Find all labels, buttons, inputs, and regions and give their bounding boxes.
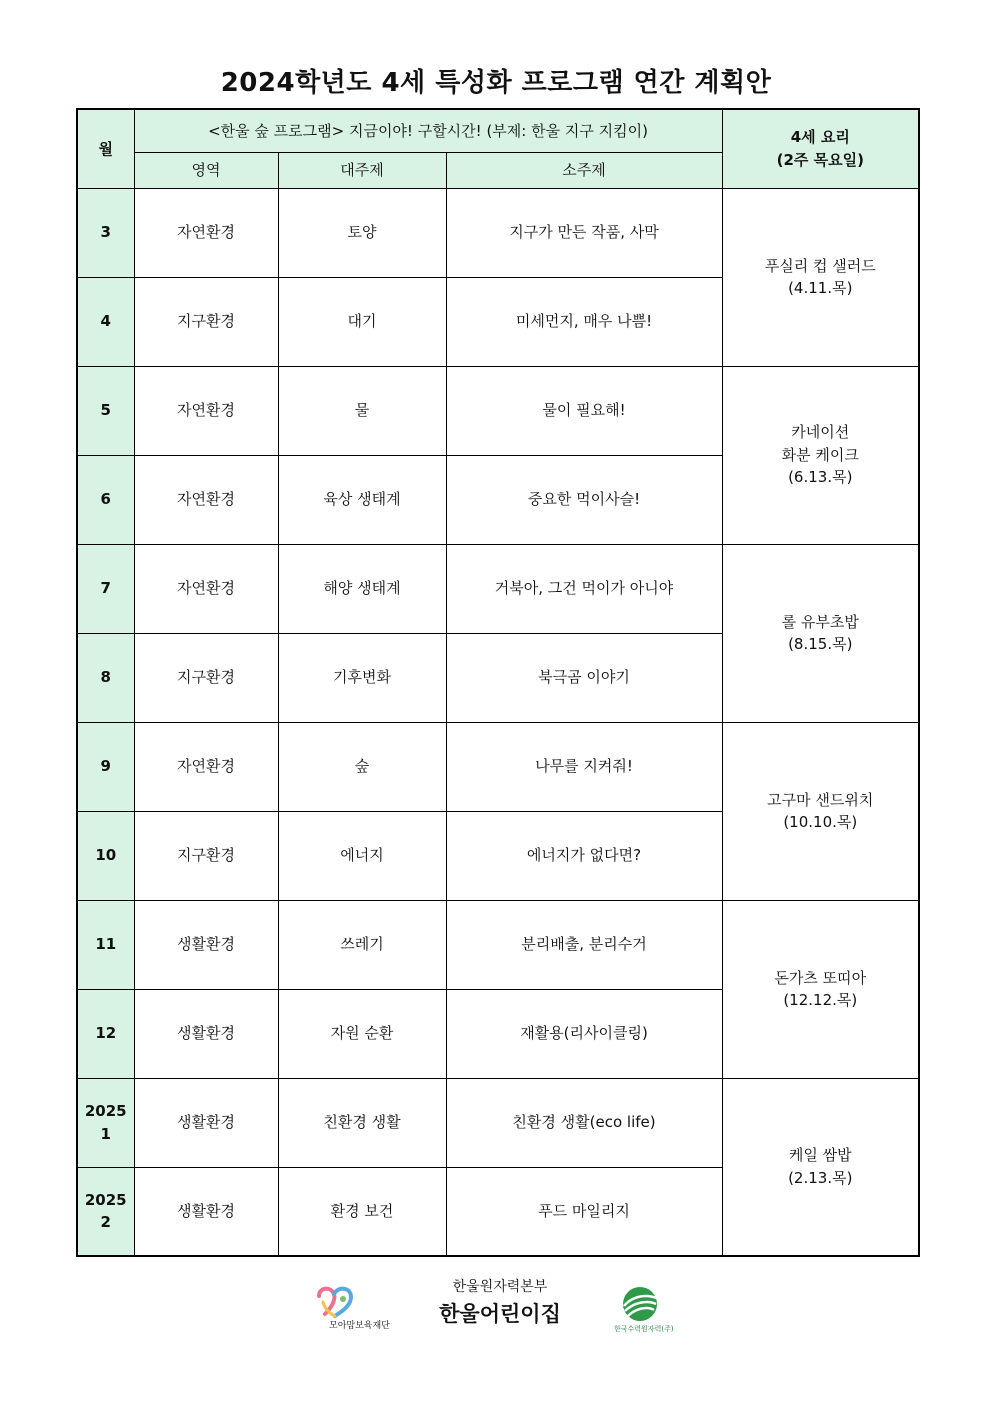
cooking-cell: [722, 1078, 919, 1256]
cooking-date: (8.15.목): [788, 635, 853, 653]
area-cell: 생활환경: [134, 900, 278, 989]
footer: [0, 1276, 992, 1336]
month-cell: 3: [77, 188, 134, 277]
header-program: <한울 숲 프로그램> 지금이야! 구할시간! (부제: 한울 지구 지킴이): [134, 109, 722, 152]
table-row: [77, 366, 919, 455]
area-cell: 자연환경: [134, 455, 278, 544]
month-cell: 5: [77, 366, 134, 455]
subtheme-cell: 분리배출, 분리수거: [446, 900, 722, 989]
month-cell: [77, 1078, 134, 1167]
cooking-date: (10.10.목): [783, 813, 858, 831]
cooking-line: 화분 케이크: [781, 445, 859, 464]
subtheme-cell: 친환경 생활(eco life): [446, 1078, 722, 1167]
theme-cell: 환경 보건: [278, 1167, 446, 1256]
header-cooking-line2: (2주 목요일): [776, 150, 864, 169]
header-subtheme: 소주제: [446, 152, 722, 188]
subtheme-cell: 나무를 지켜줘!: [446, 722, 722, 811]
subtheme-cell: 물이 필요해!: [446, 366, 722, 455]
cooking-line: 카네이션: [791, 423, 850, 442]
cooking-date: (4.11.목): [788, 279, 853, 297]
theme-cell: 대기: [278, 277, 446, 366]
month-cell: 7: [77, 544, 134, 633]
annual-plan-table: [76, 108, 920, 1257]
theme-cell: 숲: [278, 722, 446, 811]
page-title: 2024학년도 4세 특성화 프로그램 연간 계획안: [220, 68, 772, 98]
month-cell: 8: [77, 633, 134, 722]
cooking-line: 케일 쌈밥: [788, 1146, 852, 1165]
cooking-line: 고구마 샌드위치: [767, 790, 874, 809]
header-month: 월: [77, 109, 134, 188]
header-cooking: [722, 109, 919, 188]
subtheme-cell: 에너지가 없다면?: [446, 811, 722, 900]
table-row: [77, 1078, 919, 1167]
theme-cell: 육상 생태계: [278, 455, 446, 544]
month-cell: 11: [77, 900, 134, 989]
theme-cell: 토양: [278, 188, 446, 277]
khnp-globe-icon: [612, 1284, 668, 1324]
month-cell: 12: [77, 989, 134, 1078]
month-number: 2: [100, 1213, 111, 1232]
area-cell: 생활환경: [134, 1078, 278, 1167]
theme-cell: 기후변화: [278, 633, 446, 722]
moamom-logo-label: 모아맘보육재단: [329, 1321, 390, 1331]
table-row: [77, 188, 919, 277]
cooking-date: (12.12.목): [783, 991, 858, 1009]
area-cell: 자연환경: [134, 722, 278, 811]
cooking-line: 돈가츠 또띠아: [774, 968, 867, 987]
area-cell: 자연환경: [134, 544, 278, 633]
area-cell: 자연환경: [134, 188, 278, 277]
cooking-cell: [722, 544, 919, 722]
header-area: 영역: [134, 152, 278, 188]
month-year: 2025: [84, 1190, 127, 1209]
khnp-logo-label: 한국수력원자력(주): [614, 1325, 674, 1333]
month-cell: 9: [77, 722, 134, 811]
heart-logo-icon: [313, 1284, 359, 1320]
theme-cell: 에너지: [278, 811, 446, 900]
cooking-cell: [722, 900, 919, 1078]
organization-main: 한울어린이집: [439, 1302, 561, 1326]
organization-name: [420, 1276, 580, 1328]
month-cell: 6: [77, 455, 134, 544]
area-cell: 생활환경: [134, 1167, 278, 1256]
header-theme: 대주제: [278, 152, 446, 188]
month-cell: 10: [77, 811, 134, 900]
cooking-cell: [722, 366, 919, 544]
subtheme-cell: 재활용(리사이클링): [446, 989, 722, 1078]
cooking-date: (6.13.목): [788, 468, 853, 487]
subtheme-cell: 중요한 먹이사슬!: [446, 455, 722, 544]
cooking-cell: [722, 188, 919, 366]
table-row: [77, 900, 919, 989]
theme-cell: 물: [278, 366, 446, 455]
cooking-line: 푸실리 컵 샐러드: [764, 256, 876, 275]
cooking-date: (2.13.목): [788, 1168, 853, 1187]
cooking-line: 롤 유부초밥: [781, 612, 859, 631]
theme-cell: 해양 생태계: [278, 544, 446, 633]
month-number: 1: [100, 1124, 111, 1143]
cooking-cell: [722, 722, 919, 900]
header-cooking-line1: 4세 요리: [790, 128, 850, 147]
theme-cell: 쓰레기: [278, 900, 446, 989]
month-cell: [77, 1167, 134, 1256]
area-cell: 지구환경: [134, 811, 278, 900]
theme-cell: 친환경 생활: [278, 1078, 446, 1167]
table-row: [77, 722, 919, 811]
month-year: 2025: [84, 1102, 127, 1120]
subtheme-cell: 지구가 만든 작품, 사막: [446, 188, 722, 277]
subtheme-cell: 미세먼지, 매우 나쁨!: [446, 277, 722, 366]
area-cell: 생활환경: [134, 989, 278, 1078]
theme-cell: 자원 순환: [278, 989, 446, 1078]
khnp-logo: [612, 1284, 684, 1336]
table-row: [77, 544, 919, 633]
month-cell: 4: [77, 277, 134, 366]
area-cell: 지구환경: [134, 633, 278, 722]
subtheme-cell: 푸드 마일리지: [446, 1167, 722, 1256]
area-cell: 자연환경: [134, 366, 278, 455]
subtheme-cell: 북극곰 이야기: [446, 633, 722, 722]
moamom-foundation-logo: [313, 1284, 403, 1334]
subtheme-cell: 거북아, 그건 먹이가 아니야: [446, 544, 722, 633]
organization-sub: 한울원자력본부: [452, 1279, 548, 1295]
area-cell: 지구환경: [134, 277, 278, 366]
